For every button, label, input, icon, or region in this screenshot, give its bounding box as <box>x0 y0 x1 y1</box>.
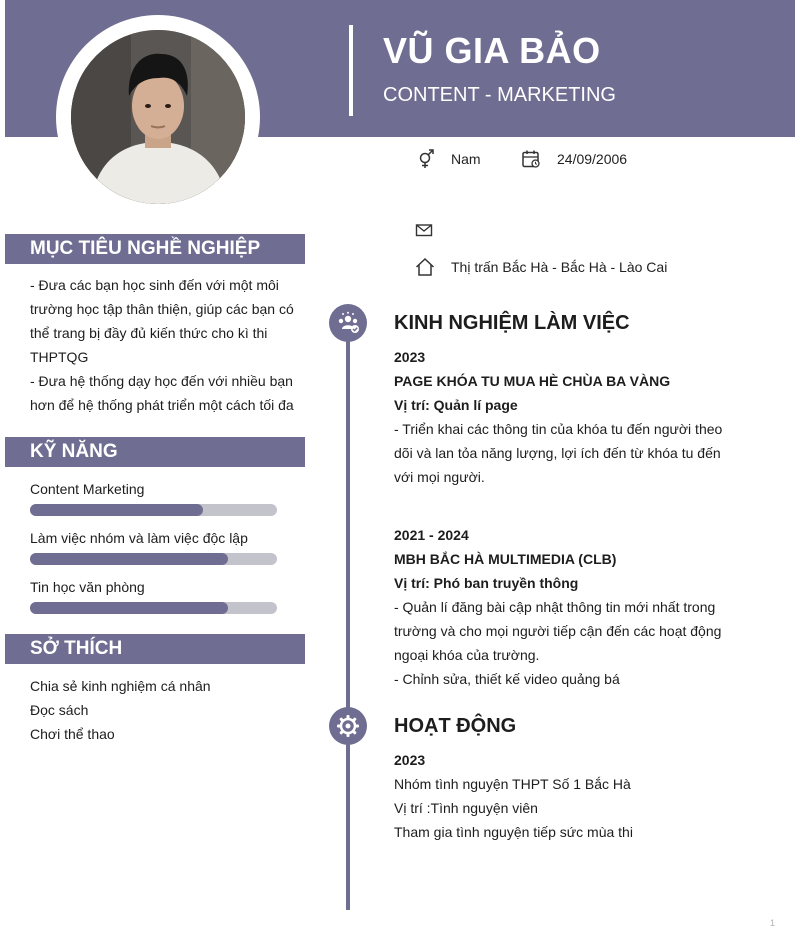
skill-bar-fill <box>30 553 228 565</box>
team-check-icon <box>335 310 361 336</box>
hobby-item: Chơi thể thao <box>30 726 115 742</box>
skill-bar-fill <box>30 602 228 614</box>
experience-heading: KINH NGHIỆM LÀM VIỆC <box>394 312 630 334</box>
experience-role: Vị trí: Quản lí page <box>394 397 518 413</box>
experience-org: MBH BẮC HÀ MULTIMEDIA (CLB) <box>394 551 617 567</box>
candidate-name: VŨ GIA BẢO <box>383 30 601 71</box>
experience-org: PAGE KHÓA TU MUA HÈ CHÙA BA VÀNG <box>394 373 671 389</box>
home-icon <box>415 257 435 277</box>
address-value: Thị trấn Bắc Hà - Bắc Hà - Lào Cai <box>451 259 668 275</box>
skill-label: Tin học văn phòng <box>30 579 145 595</box>
page-number: 1 <box>770 918 776 928</box>
skill-bar-track <box>30 504 277 516</box>
email-info <box>415 221 449 239</box>
experience-desc: - Chỉnh sửa, thiết kế video quảng bá <box>394 671 620 687</box>
skill-bar-track <box>30 602 277 614</box>
activities-section-icon <box>329 707 367 745</box>
header-divider <box>349 25 353 116</box>
birthdate-value: 24/09/2006 <box>557 151 628 167</box>
activity-line: Vị trí :Tình nguyện viên <box>394 800 538 816</box>
gender-info <box>415 149 481 169</box>
skill-bar-fill <box>30 504 203 516</box>
address-info <box>415 257 667 277</box>
hobbies-heading: SỞ THÍCH <box>5 634 305 664</box>
activity-line: Tham gia tình nguyện tiếp sức mùa thi <box>394 824 633 840</box>
hobby-item: Chia sẻ kinh nghiệm cá nhân <box>30 678 211 694</box>
objective-line: - Đưa hệ thống dạy học đến với nhiều bạn hơn để hệ thống phát triển một cách tối đa <box>30 373 294 413</box>
activity-item <box>394 748 734 844</box>
timeline-line <box>346 305 350 910</box>
experience-item <box>394 523 734 691</box>
experience-desc: - Triển khai các thông tin của khóa tu đến người theo dõi và lan tỏa năng lượng, lợi ích đến từ khóa tu đến với mọi người. <box>394 421 723 485</box>
job-title: CONTENT - MARKETING <box>383 84 616 106</box>
activity-period: 2023 <box>394 752 426 768</box>
mail-icon <box>415 221 433 239</box>
objective-heading: MỤC TIÊU NGHỀ NGHIỆP <box>5 234 305 264</box>
experience-period: 2023 <box>394 349 426 365</box>
skill-label: Làm việc nhóm và làm việc độc lập <box>30 530 248 546</box>
skill-bar-track <box>30 553 277 565</box>
hobby-item: Đọc sách <box>30 702 89 718</box>
gender-icon <box>415 149 435 169</box>
experience-desc: - Quản lí đăng bài cập nhật thông tin mới nhất trong trường và cho mọi người tiếp cận đến các hoạt động ngoại khóa của trường. <box>394 599 722 663</box>
objective-text <box>30 273 300 417</box>
experience-period: 2021 - 2024 <box>394 527 469 543</box>
experience-role: Vị trí: Phó ban truyền thông <box>394 575 579 591</box>
gender-value: Nam <box>451 151 481 167</box>
gear-icon <box>335 713 361 739</box>
objective-line: - Đưa các bạn học sinh đến với một môi trường học tập thân thiện, giúp các bạn có thể trang bị đầy đủ kiến thức cho kì thi THPTQG <box>30 277 294 365</box>
calendar-icon <box>521 149 541 169</box>
skill-label: Content Marketing <box>30 481 145 497</box>
experience-item <box>394 345 734 489</box>
activity-line: Nhóm tình nguyện THPT Số 1 Bắc Hà <box>394 776 631 792</box>
skills-heading: KỸ NĂNG <box>5 437 305 467</box>
birthdate-info <box>521 149 627 169</box>
experience-section-icon <box>329 304 367 342</box>
activities-heading: HOẠT ĐỘNG <box>394 715 517 737</box>
avatar <box>71 30 245 204</box>
hobbies-list <box>30 674 300 746</box>
